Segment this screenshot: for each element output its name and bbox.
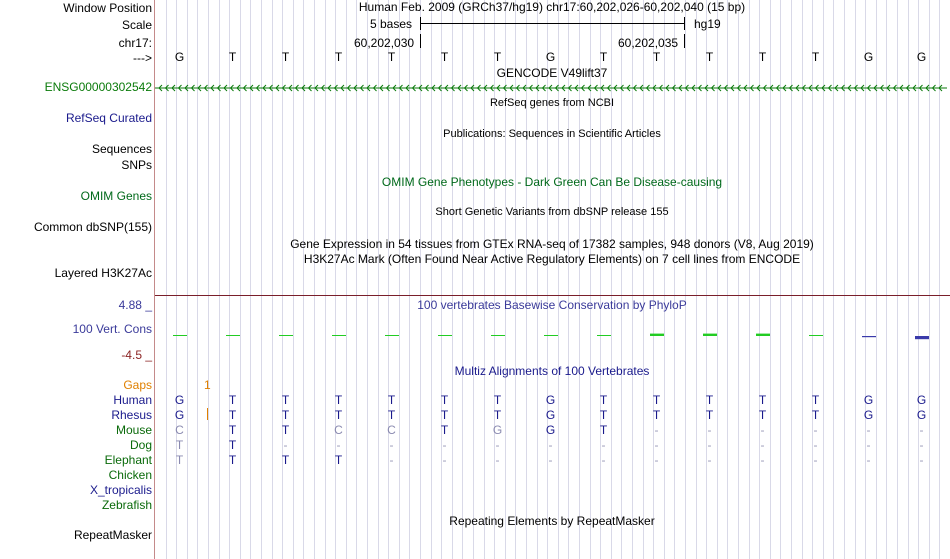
gaps-label[interactable]: Gaps <box>123 378 152 392</box>
alignment-base-human: T <box>758 393 767 407</box>
scale-text: 5 bases <box>370 17 413 31</box>
reference-base: T <box>811 50 820 64</box>
phylop-bar <box>279 335 293 336</box>
phylop-bar <box>438 335 452 336</box>
alignment-base-rhesus: T <box>705 408 714 422</box>
alignment-base-mouse: - <box>654 423 659 437</box>
phylop-bar <box>862 336 876 337</box>
alignment-base-human: T <box>599 393 608 407</box>
alignment-base-dog: - <box>495 438 500 452</box>
gencode-track-title: GENCODE V49lift37 <box>496 66 608 80</box>
alignment-base-human: T <box>811 393 820 407</box>
alignment-base-elephant: T <box>228 453 237 467</box>
alignment-base-rhesus: T <box>387 408 396 422</box>
reference-base: T <box>758 50 767 64</box>
scale-bar <box>420 23 684 24</box>
alignment-base-elephant: T <box>334 453 343 467</box>
cons-label[interactable]: 100 Vert. Cons <box>72 322 152 336</box>
alignment-base-human: T <box>334 393 343 407</box>
dbsnp-label[interactable]: Common dbSNP(155) <box>33 220 152 234</box>
alignment-base-mouse: C <box>334 423 343 437</box>
reference-base: T <box>599 50 608 64</box>
track-separator <box>155 295 950 296</box>
phylop-track-title: 100 vertebrates Basewise Conservation by PhyloP <box>417 298 687 312</box>
reference-base: G <box>916 50 927 64</box>
alignment-base-mouse: T <box>228 423 237 437</box>
species-label-x-tropicalis[interactable]: X_tropicalis <box>89 483 152 497</box>
alignment-base-mouse: - <box>813 423 818 437</box>
phylop-bar <box>385 335 399 336</box>
alignment-base-dog: - <box>707 438 712 452</box>
cons-min-label: -4.5 _ <box>121 348 152 362</box>
alignment-base-human: T <box>387 393 396 407</box>
gap-count: 1 <box>204 378 211 392</box>
gene-id-label[interactable]: ENSG00000302542 <box>44 80 152 94</box>
alignment-base-dog: - <box>601 438 606 452</box>
alignment-base-dog: - <box>548 438 553 452</box>
alignment-base-elephant: - <box>813 453 818 467</box>
alignment-base-dog: - <box>654 438 659 452</box>
scale-label: Scale <box>121 18 152 32</box>
reference-base: G <box>863 50 874 64</box>
coord-label-a: 60,202,030 <box>354 36 415 50</box>
alignment-base-dog: - <box>813 438 818 452</box>
alignment-base-rhesus: T <box>811 408 820 422</box>
gencode-gene-feature[interactable] <box>155 82 950 94</box>
alignment-base-mouse: - <box>866 423 871 437</box>
phylop-bar <box>809 335 823 336</box>
alignment-base-human: T <box>705 393 714 407</box>
omim-track-title: OMIM Gene Phenotypes - Dark Green Can Be Disease-causing <box>381 175 723 189</box>
alignment-base-dog: - <box>389 438 394 452</box>
reference-base: G <box>545 50 556 64</box>
phylop-bar <box>915 336 929 339</box>
species-label-chicken[interactable]: Chicken <box>108 468 152 482</box>
alignment-base-mouse: G <box>492 423 503 437</box>
alignment-base-elephant: - <box>760 453 765 467</box>
alignment-base-elephant: - <box>654 453 659 467</box>
refseq-label[interactable]: RefSeq Curated <box>65 111 152 125</box>
alignment-base-rhesus: T <box>493 408 502 422</box>
alignment-base-rhesus: T <box>652 408 661 422</box>
alignment-base-human: T <box>281 393 290 407</box>
alignment-base-human: T <box>493 393 502 407</box>
dbsnp-track-title: Short Genetic Variants from dbSNP release 155 <box>435 206 669 218</box>
alignment-base-rhesus: T <box>758 408 767 422</box>
strand-arrow-label: ---> <box>133 51 152 65</box>
phylop-bar <box>173 335 187 336</box>
species-label-zebrafish[interactable]: Zebrafish <box>101 498 152 512</box>
reference-base: T <box>705 50 714 64</box>
h3k27ac-label[interactable]: Layered H3K27Ac <box>54 266 152 280</box>
alignment-base-rhesus: G <box>863 408 874 422</box>
phylop-bar <box>756 334 770 336</box>
publications-track-title: Publications: Sequences in Scientific Articles <box>443 128 661 140</box>
repeatmasker-track-title: Repeating Elements by RepeatMasker <box>449 514 655 528</box>
refseq-track-title: RefSeq genes from NCBI <box>489 97 615 109</box>
alignment-base-dog: T <box>175 438 184 452</box>
species-label-mouse[interactable]: Mouse <box>115 423 152 437</box>
reference-base: T <box>440 50 449 64</box>
species-label-elephant[interactable]: Elephant <box>104 453 152 467</box>
alignment-base-rhesus: T <box>228 408 237 422</box>
alignment-base-mouse: - <box>760 423 765 437</box>
alignment-base-rhesus: T <box>281 408 290 422</box>
alignment-base-mouse: T <box>440 423 449 437</box>
alignment-base-dog: - <box>283 438 288 452</box>
phylop-conservation-plot[interactable] <box>155 300 950 360</box>
snps-label[interactable]: SNPs <box>121 158 152 172</box>
h3k27ac-track-title: H3K27Ac Mark (Often Found Near Active Regulatory Elements) on 7 cell lines from ENCODE <box>303 252 801 266</box>
reference-base: T <box>652 50 661 64</box>
coord-label-b: 60,202,035 <box>618 36 679 50</box>
alignment-base-human: G <box>545 393 556 407</box>
alignment-base-dog: - <box>442 438 447 452</box>
coord-tick-b <box>684 34 685 48</box>
alignment-base-human: G <box>916 393 927 407</box>
alignment-base-elephant: T <box>281 453 290 467</box>
gtex-track-title: Gene Expression in 54 tissues from GTEx RNA-seq of 17382 samples, 948 donors (V8, Aug 2019) <box>290 237 814 251</box>
alignment-base-mouse: - <box>919 423 924 437</box>
reference-base: T <box>387 50 396 64</box>
alignment-base-dog: - <box>866 438 871 452</box>
species-label-dog[interactable]: Dog <box>129 438 152 452</box>
window-position-text: Human Feb. 2009 (GRCh37/hg19) chr17:60,202,026-60,202,040 (15 bp) <box>358 0 746 14</box>
alignment-base-dog: T <box>228 438 237 452</box>
alignment-base-dog: - <box>919 438 924 452</box>
alignment-base-human: T <box>228 393 237 407</box>
alignment-base-elephant: - <box>495 453 500 467</box>
alignment-base-human: T <box>652 393 661 407</box>
reference-base: G <box>174 50 185 64</box>
alignment-base-rhesus: T <box>334 408 343 422</box>
cons-max-label: 4.88 _ <box>118 298 152 312</box>
reference-base: T <box>334 50 343 64</box>
omim-label[interactable]: OMIM Genes <box>80 189 152 203</box>
scale-bar-right-tick <box>684 17 685 30</box>
species-label-human[interactable]: Human <box>113 393 152 407</box>
alignment-base-dog: - <box>336 438 341 452</box>
multiz-track-title: Multiz Alignments of 100 Vertebrates <box>454 364 650 378</box>
alignment-base-elephant: T <box>175 453 184 467</box>
reference-base: T <box>281 50 290 64</box>
repeatmasker-label[interactable]: RepeatMasker <box>73 528 152 542</box>
alignment-base-elephant: - <box>548 453 553 467</box>
alignment-base-rhesus: T <box>599 408 608 422</box>
phylop-bar <box>332 335 346 336</box>
alignment-base-mouse: C <box>387 423 396 437</box>
species-label-rhesus[interactable]: Rhesus <box>111 408 152 422</box>
alignment-base-elephant: - <box>601 453 606 467</box>
alignment-base-mouse: - <box>707 423 712 437</box>
alignment-base-rhesus: T <box>440 408 449 422</box>
assembly-label: hg19 <box>694 17 721 31</box>
alignment-base-rhesus: G <box>916 408 927 422</box>
alignment-base-human: G <box>863 393 874 407</box>
phylop-bar <box>491 335 505 336</box>
alignment-base-human: G <box>174 393 185 407</box>
alignment-base-elephant: - <box>707 453 712 467</box>
phylop-bar <box>226 335 240 336</box>
alignment-base-mouse: T <box>599 423 608 437</box>
alignment-base-dog: - <box>760 438 765 452</box>
reference-base: T <box>228 50 237 64</box>
alignment-base-rhesus: G <box>545 408 556 422</box>
alignment-base-mouse: C <box>175 423 184 437</box>
chrom-label: chr17: <box>118 36 152 50</box>
alignment-base-human: T <box>440 393 449 407</box>
window-position-label: Window Position <box>63 1 152 15</box>
phylop-bar <box>650 334 664 336</box>
alignment-base-mouse: G <box>545 423 556 437</box>
alignment-base-mouse: T <box>281 423 290 437</box>
coord-tick-a <box>420 34 421 48</box>
sequences-label[interactable]: Sequences <box>91 142 152 156</box>
alignment-base-rhesus: G <box>174 408 185 422</box>
alignment-base-elephant: - <box>919 453 924 467</box>
phylop-bar <box>544 335 558 336</box>
alignment-base-elephant: - <box>389 453 394 467</box>
alignment-base-elephant: - <box>442 453 447 467</box>
alignment-base-elephant: - <box>866 453 871 467</box>
phylop-bar <box>597 335 611 336</box>
reference-base: T <box>493 50 502 64</box>
phylop-bar <box>703 334 717 336</box>
